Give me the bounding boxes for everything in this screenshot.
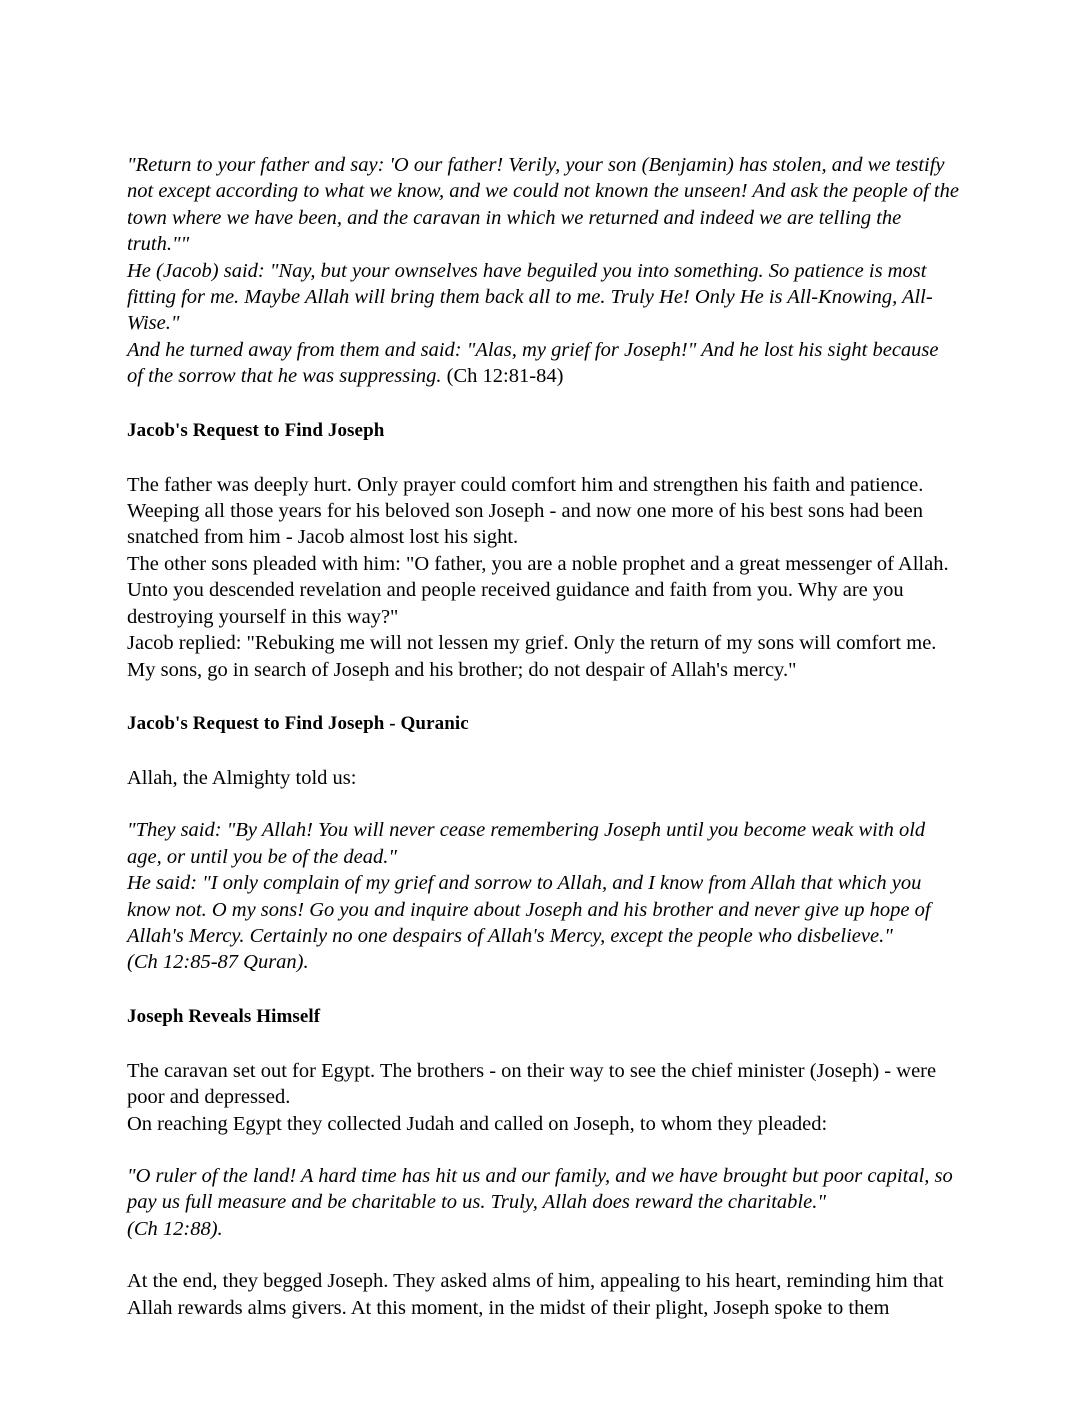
spacer — [127, 390, 959, 418]
paragraph-allah-told-us — [127, 765, 959, 791]
spacer — [127, 683, 959, 711]
paragraph-jacobs-request — [127, 472, 959, 683]
quote-block-12-88 — [127, 1163, 959, 1242]
quote-reference: (Ch 12:85-87 Quran). — [127, 951, 309, 974]
spacer — [127, 1137, 959, 1163]
paragraph-line: The father was deeply hurt. Only prayer could comfort him and strengthen his faith and patience. Weeping all those years for his beloved son Joseph - and now one more of his best sons had been snatched from him - Jacob almost lost his sight. — [127, 473, 924, 549]
quote-reference: (Ch 12:88). — [127, 1217, 223, 1240]
paragraph-line: Jacob replied: "Rebuking me will not lessen my grief. Only the return of my sons will comfort me. My sons, go in search of Joseph and his brother; do not despair of Allah's mercy." — [127, 632, 937, 681]
spacer — [127, 1030, 959, 1058]
section-heading-joseph-reveals-himself: Joseph Reveals Himself — [127, 1005, 321, 1027]
quote-reference: (Ch 12:81-84) — [446, 365, 564, 388]
quote-block-12-81-84 — [127, 152, 959, 390]
quote-line: And he turned away from them and said: "Alas, my grief for Joseph!" And he lost his sight because of the sorrow that he was suppressing. — [127, 338, 939, 388]
spacer — [127, 791, 959, 817]
spacer — [127, 976, 959, 1004]
paragraph-line: The caravan set out for Egypt. The brothers - on their way to see the chief minister (Joseph) - were poor and depressed. — [127, 1059, 937, 1109]
spacer — [127, 444, 959, 472]
spacer — [127, 737, 959, 765]
section-heading-jacobs-request-quranic: Jacob's Request to Find Joseph - Quranic — [127, 712, 469, 734]
paragraph-line: Allah, the Almighty told us: — [127, 766, 357, 789]
spacer — [127, 1242, 959, 1268]
quote-line: He said: "I only complain of my grief and sorrow to Allah, and I know from Allah that which you know not. O my sons! Go you and inquire about Joseph and his brother and never give up hope of Allah's Mercy. Certainly no one despairs of Allah's Mercy, except the people who disbelieve." — [127, 872, 931, 947]
quote-line: "Return to your father and say: 'O our father! Verily, your son (Benjamin) has stolen, and we testify not except according to what we know, and we could not known the unseen! And ask the people of the town where we have been, and the caravan in which we returned and indeed we are telling the truth."" — [127, 154, 959, 256]
paragraph-line: On reaching Egypt they collected Judah and called on Joseph, to whom they pleaded: — [127, 1112, 828, 1135]
section-heading-jacobs-request: Jacob's Request to Find Joseph — [127, 419, 385, 441]
paragraph-line: The other sons pleaded with him: "O father, you are a noble prophet and a great messenger of Allah. Unto you descended revelation and people received guidance and faith from you. Why are you destroying yourself in this way?" — [127, 552, 949, 628]
paragraph-line: At the end, they begged Joseph. They asked alms of him, appealing to his heart, reminding him that Allah rewards alms givers. At this moment, in the midst of their plight, Joseph spoke to them — [127, 1270, 944, 1319]
paragraph-at-the-end — [127, 1268, 959, 1321]
quote-block-12-85-87 — [127, 817, 959, 975]
quote-line: "They said: "By Allah! You will never cease remembering Joseph until you become weak with old age, or until you be of the dead." — [127, 819, 926, 868]
paragraph-caravan-egypt — [127, 1058, 959, 1137]
document-text-column — [127, 152, 959, 1321]
quote-line: He (Jacob) said: "Nay, but your ownselves have beguiled you into something. So patience is most fitting for me. Maybe Allah will bring them back all to me. Truly He! Only He is All-Knowing, All-Wise." — [127, 259, 933, 335]
quote-line: "O ruler of the land! A hard time has hit us and our family, and we have brought but poor capital, so pay us full measure and be charitable to us. Truly, Allah does reward the charitable." — [127, 1164, 953, 1214]
